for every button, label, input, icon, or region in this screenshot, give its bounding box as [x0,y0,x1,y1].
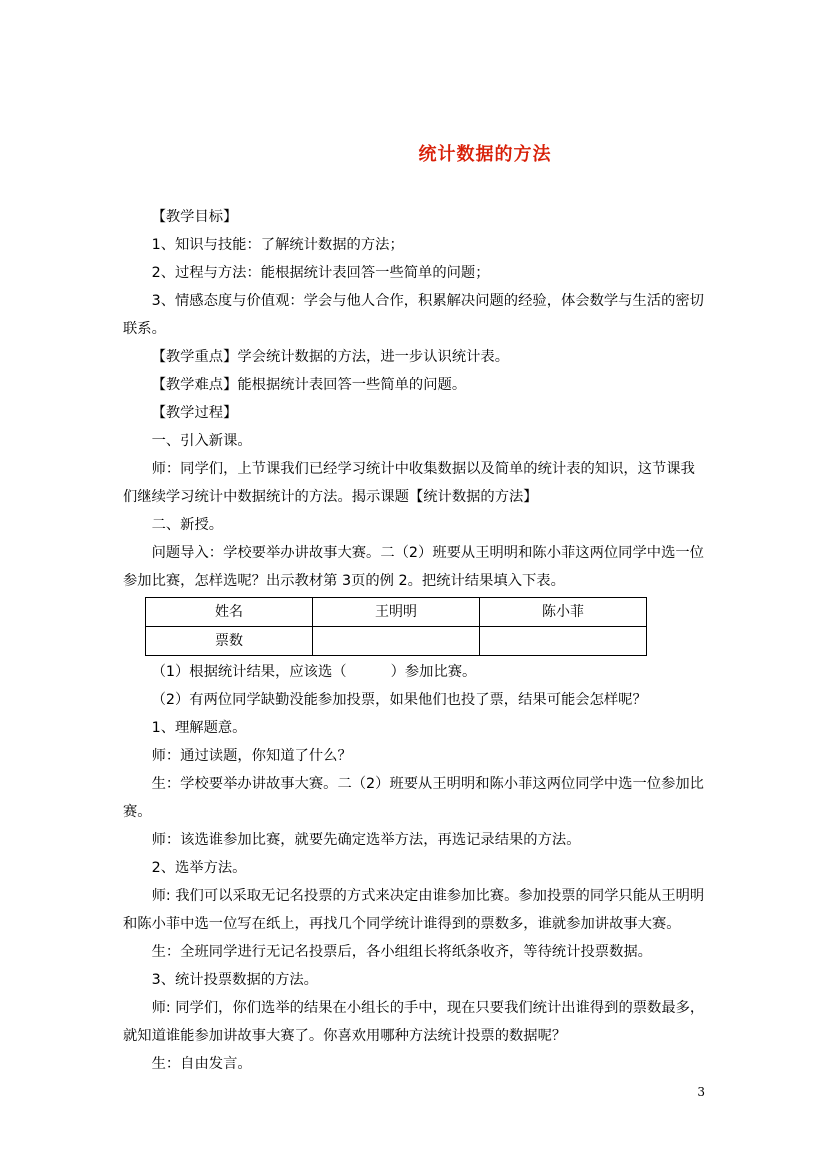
student-free-speech: 生：自由发言。 [151,1056,252,1072]
teacher-count: 师: 同学们，你们选举的结果在小组长的手中，现在只要我们统计出谁得到的票数最多，就知道谁能参加讲故事大赛了。你喜欢用哪种方法统计投票的数据呢？ [123,1000,705,1044]
teacher-election: 师: 我们可以采取无记名投票的方式来决定由谁参加比赛。参加投票的同学只能从王明明和陈小菲中选一位写在纸上，再找几个同学统计谁得到的票数多，谁就参加讲故事大赛。 [123,888,705,932]
question-1-before: （1）根据统计结果，应该选（ [151,664,347,680]
table-row-label: 票数 [146,627,313,656]
step-new-lesson: 二、新授。 [151,517,224,533]
objective-attitude: 3、情感态度与价值观：学会与他人合作，积累解决问题的经验，体会数学与生活的密切联系。 [123,293,704,337]
table-header-cell: 姓名 [146,598,313,627]
step-election: 2、选举方法。 [151,860,247,876]
page-number: 3 [697,1085,705,1099]
step-intro: 一、引入新课。 [151,433,252,449]
table-header-cell: 陈小菲 [480,598,647,627]
section-heading-objectives: 【教学目标】 [151,209,238,225]
question-1-after: ）参加比赛。 [390,664,477,680]
table-cell [480,627,647,656]
page-title: 统计数据的方法 [418,144,552,165]
difficult-point: 【教学难点】能根据统计表回答一些简单的问题。 [151,377,467,393]
teacher-method: 师：该选谁参加比赛，就要先确定选举方法，再选记录结果的方法。 [151,832,581,848]
question-2: （2）有两位同学缺勤没能参加投票，如果他们也投了票，结果可能会怎样呢？ [151,692,647,708]
student-answer: 生：学校要举办讲故事大赛。二（2）班要从王明明和陈小菲这两位同学中选一位参加比赛。 [123,776,704,820]
document-body [123,203,708,1078]
section-heading-process: 【教学过程】 [151,405,238,421]
teacher-intro: 师：同学们，上节课我们已经学习统计中收集数据以及简单的统计表的知识，这节课我们继续学习统计中数据统计的方法。揭示课题【统计数据的方法】 [123,461,695,505]
problem-intro: 问题导入：学校要举办讲故事大赛。二（2）班要从王明明和陈小菲这两位同学中选一位参加比赛，怎样选呢？出示教材第 3页的例 2。把统计结果填入下表。 [123,545,704,589]
key-point: 【教学重点】学会统计数据的方法，进一步认识统计表。 [151,349,510,365]
step-understand: 1、理解题意。 [151,720,247,736]
question-1 [123,658,708,686]
table-header-cell: 王明明 [313,598,480,627]
table-cell [313,627,480,656]
vote-table [145,597,647,656]
student-voting: 生：全班同学进行无记名投票后，各小组组长将纸条收齐，等待统计投票数据。 [151,944,652,960]
teacher-question: 师：通过读题，你知道了什么？ [151,748,352,764]
table-row [146,627,647,656]
table-row [146,598,647,627]
step-count: 3、统计投票数据的方法。 [151,972,318,988]
objective-knowledge: 1、知识与技能：了解统计数据的方法； [151,237,404,253]
objective-process: 2、过程与方法：能根据统计表回答一些简单的问题； [151,265,490,281]
